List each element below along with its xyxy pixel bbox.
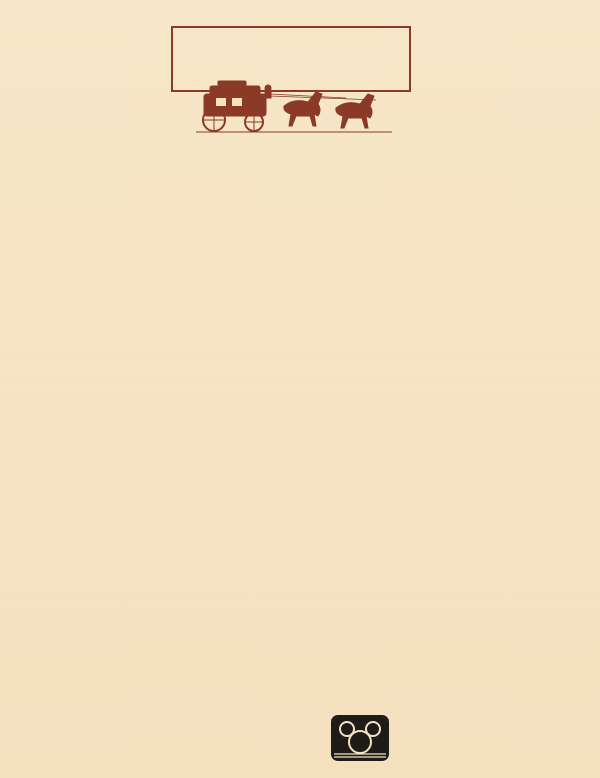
disney-channel-logo	[330, 714, 390, 762]
letterhead	[168, 24, 412, 136]
stagecoach-illustration	[196, 76, 392, 136]
